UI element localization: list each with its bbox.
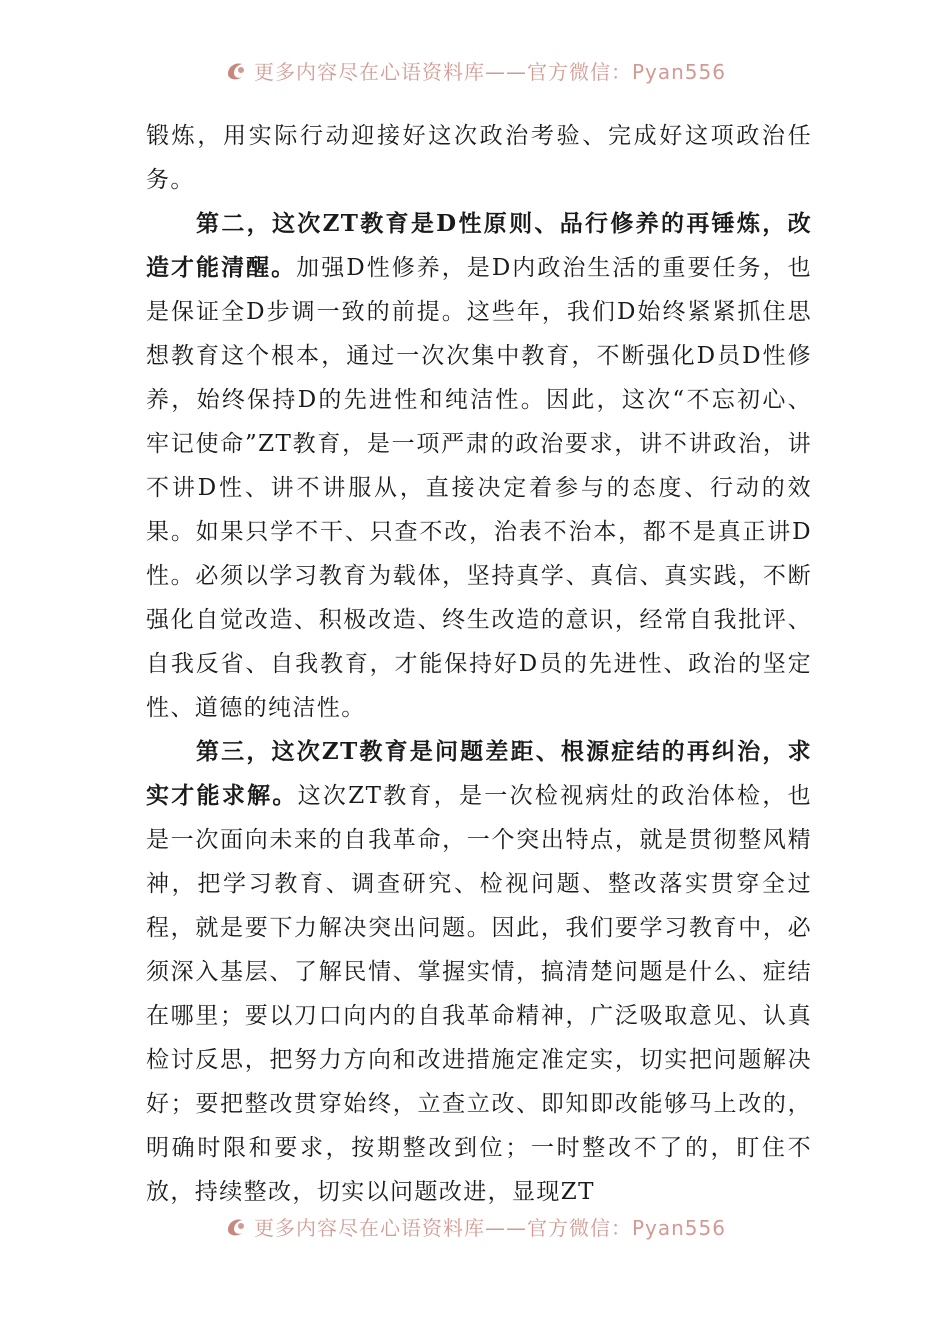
paragraph-heading: 第二，这次ZT教育是D性原则、品行修养的再锤炼，改造才能清醒。: [146, 210, 812, 281]
footer-watermark: [0, 1206, 950, 1246]
paragraph-point-three: [146, 730, 812, 1214]
header-watermark: [0, 50, 950, 90]
paragraph-text: 锻炼，用实际行动迎接好这次政治考验、完成好这项政治任务。: [146, 123, 812, 193]
paragraph-continuation: [146, 114, 812, 202]
paragraph-heading: 第三，这次ZT教育是问题差距、根源症结的再纠治，求实才能求解。: [146, 738, 812, 809]
watermark-text: 更多内容尽在心语资料库——官方微信：Pyan556: [253, 59, 726, 84]
paragraph-point-two: [146, 202, 812, 730]
document-body: [146, 114, 812, 1214]
watermark-logo-icon: [224, 1214, 248, 1238]
paragraph-text: 这次ZT教育，是一次检视病灶的政治体检，也是一次面向未来的自我革命，一个突出特点，就是贯彻整风精神，把学习教育、调查研究、检视问题、整改落实贯穿全过程，就是要下力解决突出问题。因此，我们要学习教育中，必须深入基层、了解民情、掌握实情，搞清楚问题是什么、症结在哪里；要以刀口向内的自我革命精神，广泛吸取意见、认真检讨反思，把努力方向和改进措施定准定实，切实把问题解决好；要把整改贯穿始终，立查立改、即知即改能够马上改的，明确时限和要求，按期整改到位；一时整改不了的，盯住不放，持续整改，切实以问题改进，显现ZT: [146, 783, 812, 1205]
watermark-logo-icon: [224, 58, 248, 82]
watermark-text: 更多内容尽在心语资料库——官方微信：Pyan556: [253, 1215, 726, 1240]
paragraph-text: 加强D性修养，是D内政治生活的重要任务，也是保证全D步调一致的前提。这些年，我们D始终紧紧抓住思想教育这个根本，通过一次次集中教育，不断强化D员D性修养，始终保持D的先进性和纯洁性。因此，这次“不忘初心、牢记使命”ZT教育，是一项严肃的政治要求，讲不讲政治，讲不讲D性、讲不讲服从，直接决定着参与的态度、行动的效果。如果只学不干、只查不改，治表不治本，都不是真正讲D性。必须以学习教育为载体，坚持真学、真信、真实践，不断强化自觉改造、积极改造、终生改造的意识，经常自我批评、自我反省、自我教育，才能保持好D员的先进性、政治的坚定性、道德的纯洁性。: [146, 255, 813, 721]
